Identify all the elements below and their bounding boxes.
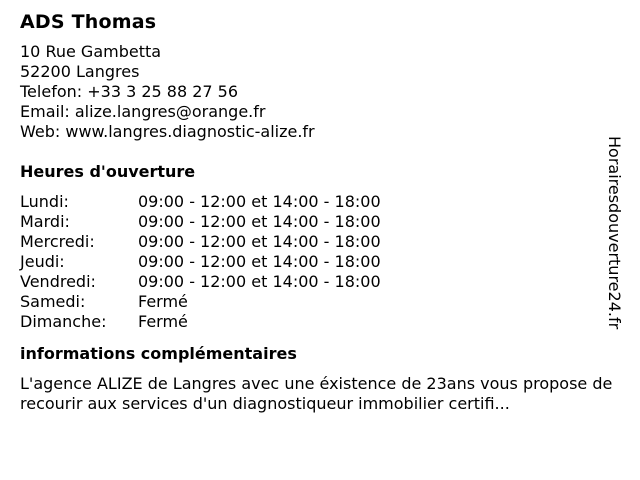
hours-day: Jeudi: (20, 252, 65, 271)
hours-day: Dimanche: (20, 312, 107, 331)
hours-time: 09:00 - 12:00 et 14:00 - 18:00 (138, 232, 381, 251)
contact-block (20, 42, 615, 142)
additional-info-heading: informations complémentaires (20, 344, 297, 363)
email-line: Email: alize.langres@orange.fr (20, 102, 266, 121)
hours-row (20, 272, 615, 292)
hours-time: 09:00 - 12:00 et 14:00 - 18:00 (138, 192, 381, 211)
address-street: 10 Rue Gambetta (20, 42, 162, 61)
hours-row (20, 312, 615, 332)
opening-hours-table (20, 192, 615, 332)
hours-day: Lundi: (20, 192, 69, 211)
hours-row (20, 292, 615, 312)
hours-row (20, 212, 615, 232)
hours-day: Mardi: (20, 212, 70, 231)
web-line: Web: www.langres.diagnostic-alize.fr (20, 122, 315, 141)
hours-day: Mercredi: (20, 232, 95, 251)
hours-row (20, 252, 615, 272)
watermark-text: Horairesdouverture24.fr (605, 136, 624, 330)
phone-line: Telefon: +33 3 25 88 27 56 (20, 82, 239, 101)
hours-row (20, 232, 615, 252)
hours-row (20, 192, 615, 212)
hours-time: Fermé (138, 312, 188, 331)
hours-time: 09:00 - 12:00 et 14:00 - 18:00 (138, 252, 381, 271)
hours-time: 09:00 - 12:00 et 14:00 - 18:00 (138, 272, 381, 291)
hours-time: Fermé (138, 292, 188, 311)
business-card (20, 10, 615, 414)
hours-time: 09:00 - 12:00 et 14:00 - 18:00 (138, 212, 381, 231)
business-name: ADS Thomas (20, 11, 157, 33)
opening-hours-heading: Heures d'ouverture (20, 162, 196, 181)
hours-day: Vendredi: (20, 272, 96, 291)
address-city: 52200 Langres (20, 62, 140, 81)
additional-info-text: L'agence ALIZE de Langres avec une éxistence de 23ans vous propose de recourir aux services d'un diagnostiqueur immobilier certifi... (20, 374, 613, 413)
hours-day: Samedi: (20, 292, 86, 311)
